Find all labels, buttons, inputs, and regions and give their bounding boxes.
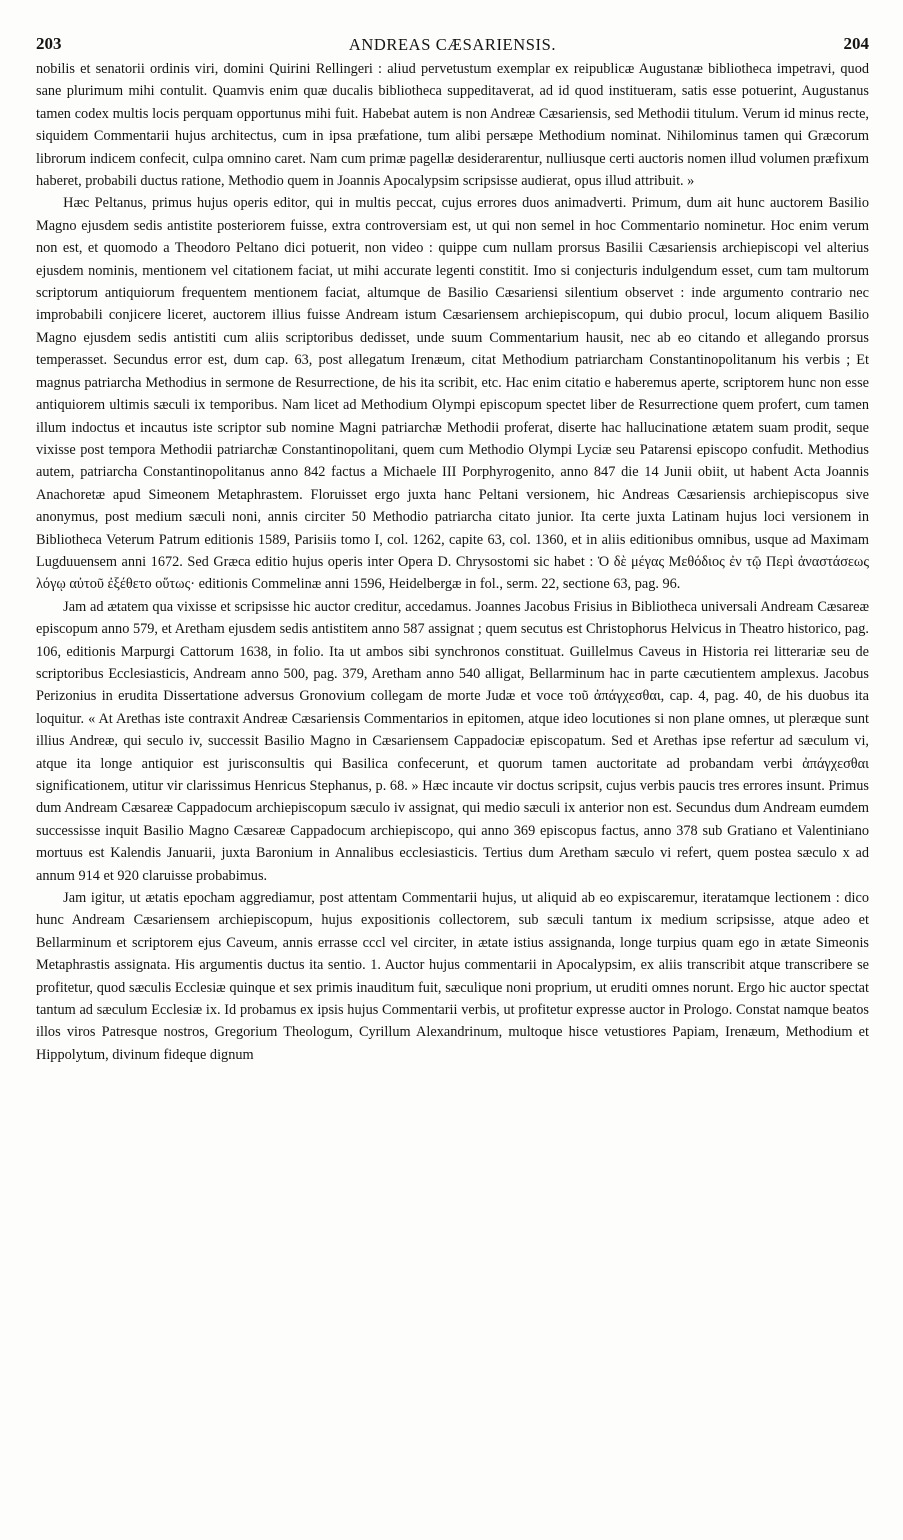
paragraph-continued: nobilis et senatorii ordinis viri, domini Quirini Rellingeri : aliud pervetustum exemplar ex reipublicæ Augustanæ bibliotheca impetravi, quod sane plurimum mihi contulit. Quamvis enim quæ ducalis bibliotheca suppeditaverat, ad id quod institueram, satis esse potuerint, Augustanus tamen codex multis locis perquam opportunus mihi fuit. Habebat autem is non Andreæ Cæsariensis, sed Methodii titulum. Verum id minus recte, siquidem Commentarii hujus architectus, cum in ipsa præfatione, tum alibi persæpe Methodium nominat. Nihilominus tamen qui Græcorum librorum indicem confecit, culpa omnino caret. Nam cum primæ pagellæ desiderarentur, nulliusque certi auctoris nomen illud volumen præfixum haberet, probabili ductus ratione, Methodio quem in Joannis Apocalypsim scripsisse audierat, opus illud attribuit. » (36, 61, 869, 190)
body-text (36, 58, 869, 1066)
page-number-left: 203 (36, 34, 62, 53)
page-header (36, 34, 869, 56)
page-number-right: 204 (843, 34, 869, 53)
running-title: ANDREAS CÆSARIENSIS. (348, 35, 557, 54)
paragraph-aetas: Jam ad ætatem qua vixisse et scripsisse hic auctor creditur, accedamus. Joannes Jacobus Frisius in Bibliotheca universali Andream Cæsareæ episcopum anno 579, et Aretham ejusdem sedis antistitem anno 587 assignat ; quem secutus est Christophorus Helvicus in Theatro historico, pag. 106, editionis Marpurgi Cattorum 1638, in folio. Ita ut ambos sibi synchronos constituat. Guillelmus Caveus in Historia rei litterariæ seu de scriptoribus Ecclesiasticis, Andream anno 500, pag. 379, Aretham anno 540 alligat, Bellarminum hac in parte cæcutientem amplexus. Jacobus Perizonius in erudita Dissertatione adversus Gronovium collegam de morte Judæ et voce τοῦ ἀπάγχεσθαι, cap. 4, pag. 40, de his duobus ita loquitur. « At Arethas iste contraxit Andreæ Cæsariensis Commentarios in epitomen, atque ideo locutiones si non plane omnes, ut pleræque sunt illius Andreæ, qui seculo iv, successit Basilio Magno in Cæsariensem Cappadociæ episcopatum. Sed et Arethas ipse refertur ad sæculum vi, atque ita longe antiquior est jurisconsultis qui Basilica confecerunt, et quorum tamen auctoritate ad probandam verbi ἀπάγχεσθαι significationem, utitur vir clarissimus Henricus Stephanus, p. 68. » Hæc incaute vir doctus scripsit, cujus verbis paucis tres errores insunt. Primus dum Andream Cæsareæ Cappadocum archiepiscopum sæculo iv assignat, qui medio sæculi ix anterior non est. Secundus dum Andream eumdem successisse inquit Basilio Magno Cæsareæ Cappadocum archiepiscopo, qui anno 369 episcopus factus, anno 378 sub Gratiano et Valentiniano mortuus est Kalendis Januarii, juxta Baronium in Annalibus ecclesiasticis. Tertius dum Aretham sæculo vi refert, quem postea sæculo x ad annum 914 et 920 claruisse probabimus. (36, 598, 869, 884)
paragraph-peltanus: Hæc Peltanus, primus hujus operis editor, qui in multis peccat, cujus errores duos animadverti. Primum, dum ait hunc auctorem Basilio Magno ejusdem sedis antistite posteriorem fuisse, extra controversiam est, ut qui non semel in hoc Commentario nominetur. Hoc enim verum non est, et quomodo a Theodoro Peltano dici potuerit, non video : quippe cum nullam prorsus Basilii Cæsariensis archiepiscopi vel alterius ejusdem nominis, mentionem vel citationem faciat, ut mihi accurate legenti constitit. Imo si conjecturis indulgendum esset, cum tam multorum scriptorum antiquiorum frequentem mentionem faciat, altumque de Basilio Cæsariensi silentium observet : inde argumento contrario nec improbabili conjicere liceret, auctorem illius fuisse Andream istum Cæsariensem archiepiscopum, qui dubio procul, locum aliquem Basilio Magno ejusdem sedis antistiti cum aliis scriptoribus dedisset, unde suum Commentarium hausit, nec ab eo citando et allegando prorsus temperasset. Secundus error est, dum cap. 63, post allegatum Irenæum, citat Methodium patriarcham Constantinopolitanum his verbis ; Et magnus patriarcha Methodius in sermone de Resurrectione, de his ita scribit, etc. Hac enim citatio e haberemus aperte, scriptorem hunc non esse antiquiorem ultimis sæculi ix temporibus. Nam licet ad Methodium Olympi episcopum spectet liber de Resurrectione quem profert, cum tamen illum indoctus et incautus iste scriptor sub nomine Magni patriarchæ Methodii proferat, diserte hac hallucinatione ætatem suam prodit, seque vixisse post tempora Methodii patriarchæ Constantinopolitani, quem cum Methodio Olympi Lyciæ seu Patarensi episcopo confudit. Methodius autem, patriarcha Constantinopolitanus anno 842 factus a Michaele III Porphyrogenito, anno 847 die 14 Junii obiit, ut habent Acta Joannis Anachoretæ apud Simeonem Metaphrastem. Floruisset ergo juxta hanc Peltani versionem, hic Andreas Cæsariensis archiepiscopus sive anonymus, post medium sæculi noni, annis circiter 50 Methodio patriarcha citato junior. Ita certe juxta Latinam hujus loci versionem in Bibliotheca Veterum Patrum editionis 1589, Parisiis tomo I, col. 1262, capite 63, col. 1360, et in aliis editionibus omnibus, usque ad Maximam Lugduuensem anni 1672. Sed Græca editio hujus operis inter Opera D. Chrysostomi sic habet : Ὁ δὲ μέγας Μεθόδιος ἐν τῷ Περὶ ἀναστάσεως λόγῳ αὐτοῦ ἐξέθετο οὕτως· editionis Commelinæ anni 1596, Heidelbergæ in fol., serm. 22, sectione 63, pag. 96. (36, 195, 869, 593)
paragraph-epocha: Jam igitur, ut ætatis epocham aggrediamur, post attentam Commentarii hujus, ut aliquid ab eo expiscaremur, iteratamque lectionem : dico hunc Andream Cæsariensem archiepiscopum, hujus expositionis collectorem, sub sæculi tantum ix medium scripsisse, atque adeo et Bellarminum et scriptorem ejus Caveum, annis errasse cccl vel circiter, in ætate istius assignanda, longe turpius quam ego in ætate Simeonis Metaphrastis assignata. His argumentis ductus ita sentio. 1. Auctor hujus commentarii in Apocalypsim, ex aliis transcribit atque transcribere se profitetur, quod sæculis Ecclesiæ quinque et sex primis inauditum fuit, sæculique noni proprium, ut eruditi omnes norunt. Ergo hic auctor spectat tantum ad sæculum Ecclesiæ ix. Id probamus ex ipsis hujus Commentarii verbis, ut profitetur expresse auctor in Prologo. Constat namque beatos illos viros Patresque nostros, Gregorium Theologum, Cyrillum Alexandrinum, multoque hisce vetustiores Papiam, Irenæum, Methodium et Hippolytum, divinum fideque dignum (36, 890, 869, 1063)
